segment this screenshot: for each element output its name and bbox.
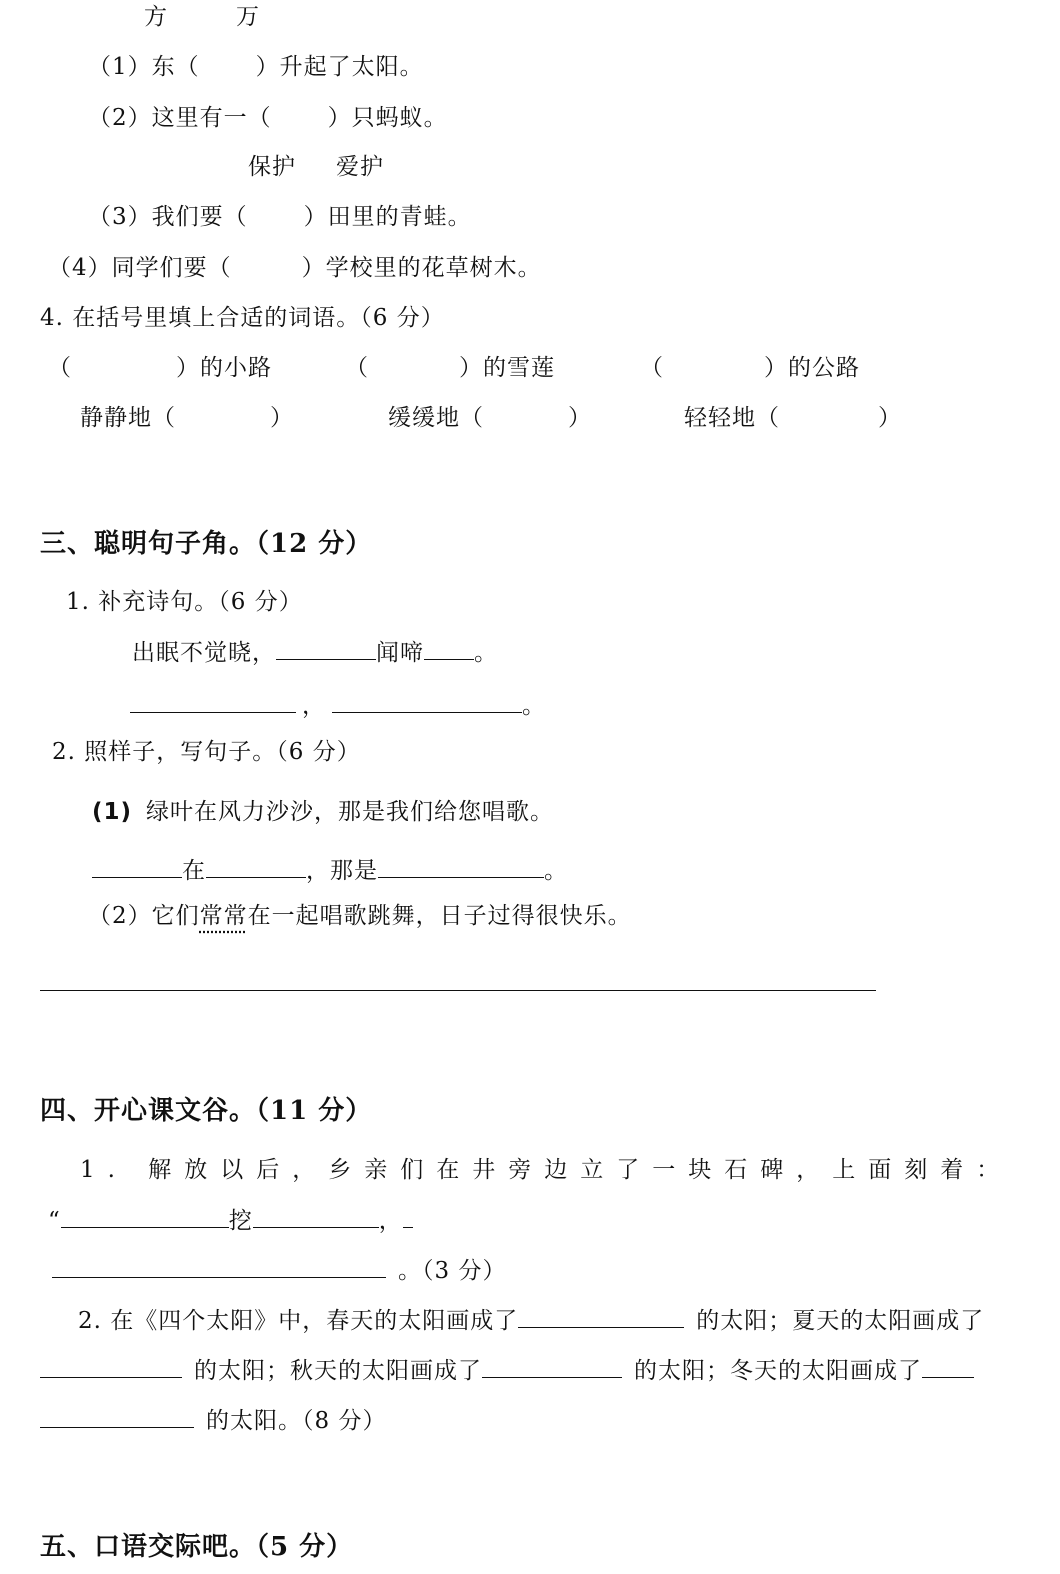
example-text: （2）它们: [88, 903, 200, 929]
choice-word-aihu: 爱护: [336, 154, 384, 180]
dotted-keyword: 常常: [199, 903, 248, 929]
fill-line[interactable]: [424, 637, 474, 660]
q4-row2-item2: [388, 403, 592, 433]
q2-text: 2. 在《四个太阳》中，春天的太阳画成了: [78, 1308, 519, 1334]
q2-text: 的太阳；冬天的太阳画成了: [634, 1358, 922, 1384]
poem-text: 闻啼: [376, 640, 424, 666]
paren-close: ）: [878, 405, 902, 431]
answer-line[interactable]: [40, 990, 876, 991]
choice-word-baohu: 保护: [248, 154, 296, 180]
q3-item-1-post: ）升起了太阳。: [255, 54, 424, 80]
poem-text: 出眠不觉晓，: [132, 640, 276, 666]
phrase-suffix: ）的雪莲: [459, 355, 555, 381]
q3-item-2: [88, 103, 448, 133]
phrase-prefix: 静静地（: [80, 405, 176, 431]
section5-heading: 五、口语交际吧。（5 分）: [40, 1532, 354, 1562]
q4-row2-item3: [684, 403, 902, 433]
paren-close: ）: [270, 405, 294, 431]
q4-row2-item1: [80, 403, 294, 433]
q3-item-1-pre: （1）东（: [88, 54, 200, 80]
fill-line[interactable]: [61, 1205, 229, 1228]
q3-item-4-post: ）学校里的花草树木。: [301, 255, 542, 281]
q4-row1-item3: [640, 353, 860, 383]
fill-line[interactable]: [253, 1205, 379, 1228]
s3-q1-title: 1. 补充诗句。（6 分）: [66, 589, 303, 615]
s4-q2-line-1: [78, 1305, 984, 1336]
q4-row1-item2: [345, 353, 555, 383]
fill-text: ，: [378, 1208, 403, 1234]
example-text: 绿叶在风力沙沙，那是我们给您唱歌。: [146, 799, 555, 825]
phrase-prefix: 缓缓地（: [388, 405, 484, 431]
fill-line[interactable]: [40, 1405, 194, 1428]
q3-item-4-pre: （4）同学们要（: [48, 255, 232, 281]
choice-word-wan: 万: [236, 4, 260, 30]
q4-row1-item1: [48, 353, 272, 383]
example-sentence-1: [92, 797, 554, 827]
fill-line[interactable]: [332, 690, 522, 713]
fill-line[interactable]: [40, 1355, 182, 1378]
fill-text: ，那是: [306, 858, 378, 884]
poem-punct: 。: [522, 693, 546, 719]
choice-word-fang: 方: [144, 4, 168, 30]
s4-q1-fill-2: [52, 1255, 506, 1286]
fill-line[interactable]: [52, 1255, 386, 1278]
q2-text: 的太阳；夏天的太阳画成了: [696, 1308, 985, 1334]
poem-line-2: [130, 690, 546, 721]
section3-heading: 三、聪明句子角。（12 分）: [40, 529, 373, 559]
paren-open: （: [48, 355, 72, 381]
s3-q2-title: 2. 照样子，写句子。（6 分）: [52, 739, 361, 765]
phrase-suffix: ）的公路: [764, 355, 860, 381]
poem-punct: ，: [302, 693, 326, 719]
q3-item-2-pre: （2）这里有一（: [88, 105, 272, 131]
fill-line[interactable]: [378, 855, 544, 878]
q4-title: 4. 在括号里填上合适的词语。（6 分）: [40, 305, 445, 331]
fill-line[interactable]: [518, 1305, 684, 1328]
q3-item-4: [48, 253, 542, 283]
fill-line[interactable]: [130, 690, 296, 713]
fill-line[interactable]: [403, 1205, 413, 1228]
q3-item-3-post: ）田里的青蛙。: [303, 204, 472, 230]
fill-text: 挖: [228, 1208, 253, 1234]
fill-line[interactable]: [206, 855, 306, 878]
fill-line[interactable]: [92, 855, 182, 878]
q2-text: 的太阳。（8 分）: [206, 1408, 387, 1434]
q3-item-1: [88, 52, 424, 82]
poem-line-1: [132, 637, 498, 668]
fill-text: 。: [544, 858, 568, 884]
s4-q1-text: 1. 解放以后，乡亲们在井旁边立了一块石碑，上面刻着：: [80, 1157, 1013, 1183]
fill-sentence-1: [92, 855, 568, 886]
q3-item-3-pre: （3）我们要（: [88, 204, 248, 230]
poem-text: 。: [474, 640, 498, 666]
fill-text: 在: [182, 858, 206, 884]
example-number: (1): [92, 799, 133, 825]
quote-mark: “: [48, 1208, 61, 1234]
example-sentence-2: [88, 901, 632, 931]
fill-line[interactable]: [276, 637, 376, 660]
s4-q2-line-2: [40, 1355, 974, 1386]
q3-item-2-post: ）只蚂蚁。: [327, 105, 448, 131]
paren-open: （: [345, 355, 369, 381]
q3-item-3: [88, 202, 472, 232]
s4-q2-line-3: [40, 1405, 386, 1436]
score-text: 。（3 分）: [398, 1258, 507, 1284]
paren-open: （: [640, 355, 664, 381]
s4-q1-fill: [48, 1205, 413, 1236]
phrase-prefix: 轻轻地（: [684, 405, 780, 431]
paren-close: ）: [568, 405, 592, 431]
fill-line[interactable]: [922, 1355, 974, 1378]
q2-text: 的太阳；秋天的太阳画成了: [194, 1358, 482, 1384]
example-text: 在一起唱歌跳舞，日子过得很快乐。: [247, 903, 632, 929]
section4-heading: 四、开心课文谷。（11 分）: [40, 1096, 373, 1126]
fill-line[interactable]: [482, 1355, 622, 1378]
phrase-suffix: ）的小路: [176, 355, 272, 381]
